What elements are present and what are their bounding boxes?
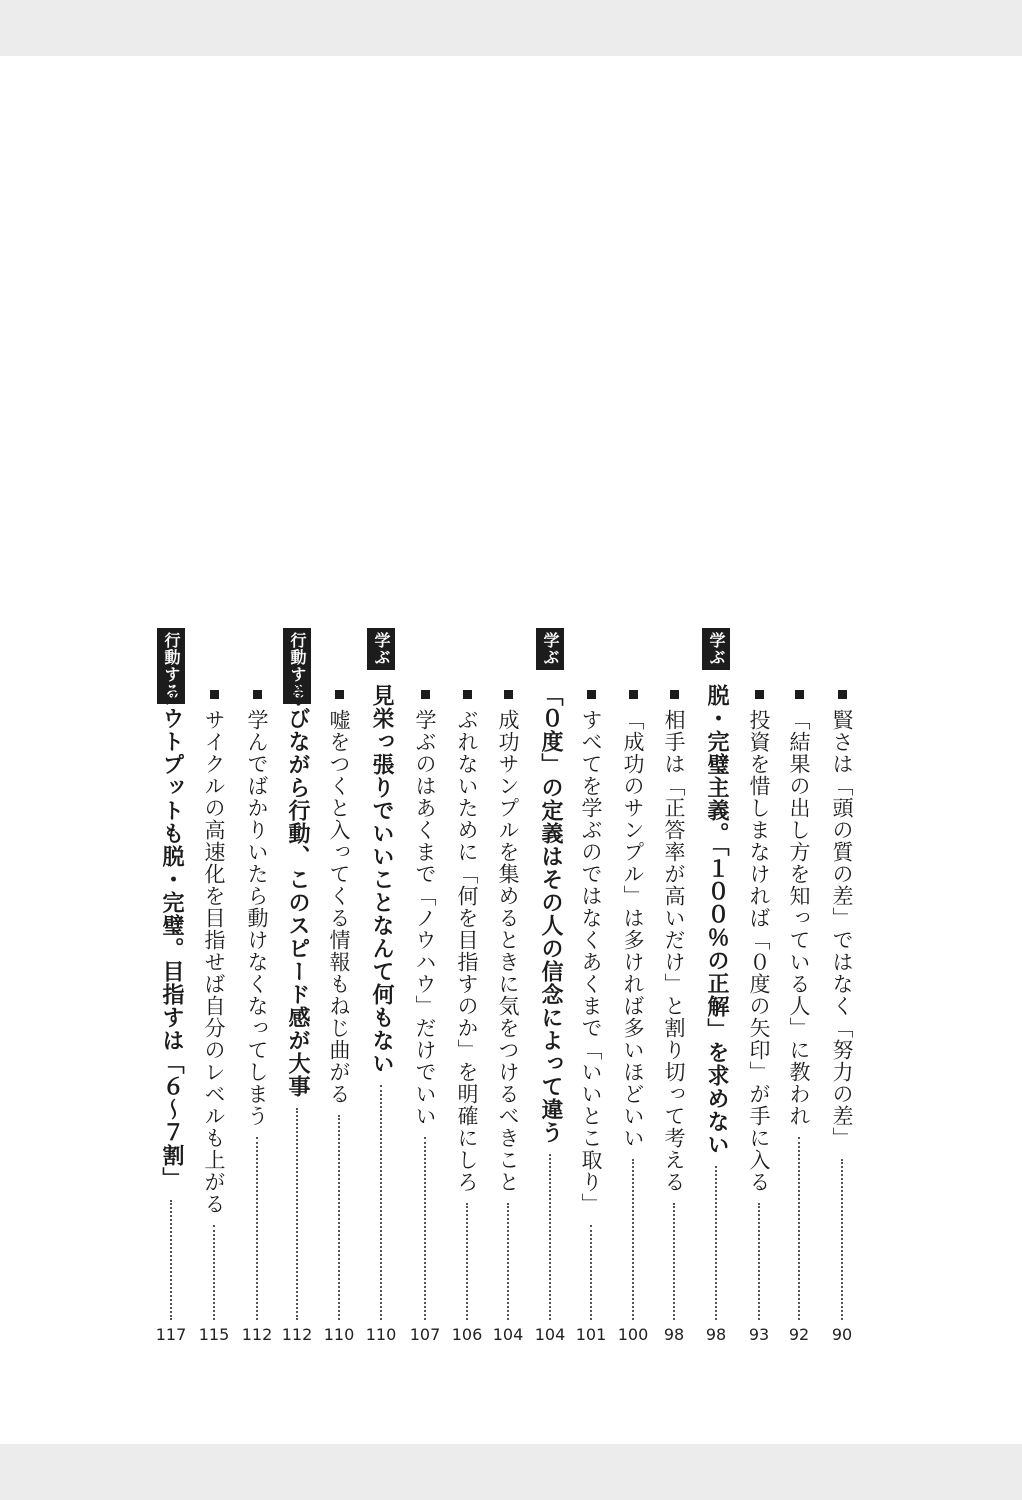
toc-section-heading[interactable] — [533, 684, 567, 1320]
toc-entry-title: 成功サンプルを集めるときに気をつけるべきこと — [496, 709, 520, 1193]
toc-entry[interactable] — [825, 684, 859, 1320]
dot-leader — [424, 1137, 426, 1320]
bullet-icon — [421, 690, 430, 699]
bullet-icon — [253, 690, 262, 699]
toc-entry-title: 投資を惜しまなければ「０度の矢印」が手に入る — [747, 709, 771, 1193]
dot-leader — [798, 1137, 800, 1320]
page-number: 98 — [705, 1325, 727, 1344]
dot-leader — [507, 1203, 509, 1320]
dot-leader — [338, 1115, 340, 1320]
bullet-icon — [755, 690, 764, 699]
page-number: 107 — [409, 1325, 441, 1344]
toc-entry[interactable] — [782, 684, 816, 1320]
toc-section-heading[interactable] — [364, 684, 398, 1320]
bottom-margin-band — [0, 1444, 1022, 1500]
dot-leader — [170, 1200, 172, 1320]
page-number: 106 — [451, 1325, 483, 1344]
page-number: 112 — [241, 1325, 273, 1344]
dot-leader — [715, 1166, 717, 1320]
page-number: 104 — [534, 1325, 566, 1344]
bullet-icon — [335, 690, 344, 699]
page-number: 112 — [281, 1325, 313, 1344]
bullet-icon — [587, 690, 596, 699]
toc-entry-title: サイクルの高速化を目指せば自分のレベルも上がる — [202, 709, 226, 1215]
bullet-icon — [210, 690, 219, 699]
dot-leader — [673, 1203, 675, 1320]
toc-entry-title: すべてを学ぶのではなくあくまで「いいとこ取り」 — [579, 709, 603, 1215]
bullet-icon — [629, 690, 638, 699]
toc-entry[interactable] — [491, 684, 525, 1320]
toc-entry[interactable] — [657, 684, 691, 1320]
toc-entry-title: ぶれないために「何を目指すのか」を明確にしろ — [455, 709, 479, 1193]
toc-section-heading[interactable] — [699, 684, 733, 1320]
bullet-icon — [504, 690, 513, 699]
page-number: 93 — [748, 1325, 770, 1344]
bullet-icon — [838, 690, 847, 699]
toc-entry-title: 「結果の出し方を知っている人」に教われ — [787, 709, 811, 1127]
dot-leader — [213, 1225, 215, 1320]
toc-entry-title: 賢さは「頭の質の差」ではなく「努力の差」 — [830, 709, 854, 1149]
dot-leader — [380, 1085, 382, 1320]
toc-entry[interactable] — [240, 684, 274, 1320]
toc-section-heading[interactable] — [280, 684, 314, 1320]
page-number: 115 — [198, 1325, 230, 1344]
section-tag-action-2: 行動する — [157, 628, 185, 704]
toc-entry-title: 学ぶのはあくまで「ノウハウ」だけでいい — [413, 709, 437, 1127]
toc-section-heading[interactable] — [154, 684, 188, 1320]
dot-leader — [549, 1154, 551, 1320]
section-tag-learn-3: 学ぶ — [367, 628, 395, 670]
toc-entry-title: アウトプットも脱・完璧。目指すは「６〜７割」 — [159, 684, 184, 1190]
page-number: 98 — [663, 1325, 685, 1344]
toc-entry[interactable] — [322, 684, 356, 1320]
toc-entry[interactable] — [450, 684, 484, 1320]
toc-entry-title: 「０度」の定義はその人の信念によって違う — [538, 684, 563, 1144]
bullet-icon — [463, 690, 472, 699]
dot-leader — [758, 1203, 760, 1320]
toc-entry[interactable] — [574, 684, 608, 1320]
dot-leader — [632, 1159, 634, 1320]
page-number: 117 — [155, 1325, 187, 1344]
toc-entry-title: 相手は「正答率が高いだけ」と割り切って考える — [662, 709, 686, 1193]
toc-entry-title: 嘘をつくと入ってくる情報もねじ曲がる — [327, 709, 351, 1105]
section-tag-learn-1: 学ぶ — [702, 628, 730, 670]
dot-leader — [466, 1203, 468, 1320]
toc-entry[interactable] — [197, 684, 231, 1320]
page-number: 90 — [831, 1325, 853, 1344]
top-margin-band — [0, 0, 1022, 56]
toc-entry[interactable] — [408, 684, 442, 1320]
bullet-icon — [670, 690, 679, 699]
dot-leader — [296, 1108, 298, 1320]
section-tag-learn-2: 学ぶ — [536, 628, 564, 670]
dot-leader — [590, 1225, 592, 1320]
page-number: 100 — [617, 1325, 649, 1344]
toc-entry[interactable] — [616, 684, 650, 1320]
toc-entry-title: 学びながら行動、このスピード感が大事 — [285, 684, 310, 1098]
page-number: 101 — [575, 1325, 607, 1344]
section-tag-action-1: 行動する — [283, 628, 311, 704]
toc-entry-title: 見栄っ張りでいいことなんて何もない — [369, 684, 394, 1075]
dot-leader — [256, 1137, 258, 1320]
dot-leader — [841, 1159, 843, 1320]
page-number: 92 — [788, 1325, 810, 1344]
toc-entry[interactable] — [742, 684, 776, 1320]
page-number: 104 — [492, 1325, 524, 1344]
page-number: 110 — [365, 1325, 397, 1344]
bullet-icon — [795, 690, 804, 699]
toc-entry-title: 「成功のサンプル」は多ければ多いほどいい — [621, 709, 645, 1149]
toc-entry-title: 脱・完璧主義。「１００％の正解」を求めない — [704, 684, 729, 1156]
toc-entry-title: 学んでばかりいたら動けなくなってしまう — [245, 709, 269, 1127]
page-number: 110 — [323, 1325, 355, 1344]
